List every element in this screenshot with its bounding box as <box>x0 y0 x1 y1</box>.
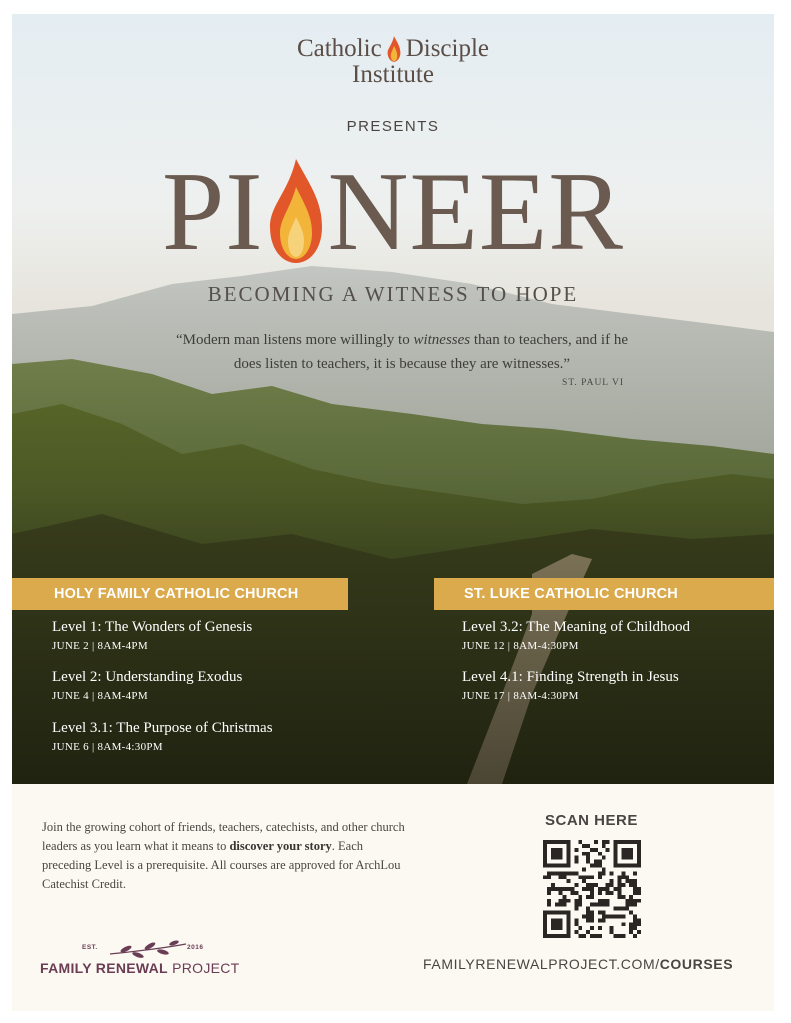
flame-icon <box>266 157 326 267</box>
quote-emphasis: witnesses <box>413 332 471 348</box>
course-description <box>42 818 412 894</box>
session-level: Level 3.2: The Meaning of Childhood <box>462 619 691 635</box>
scan-label: SCAN HERE <box>545 812 638 829</box>
session-date: JUNE 12 | 8AM-4:30PM <box>462 640 579 652</box>
brand-logo <box>12 36 774 88</box>
qr-code[interactable] <box>543 840 641 938</box>
logo-year: 2016 <box>187 944 204 951</box>
quote <box>162 328 642 376</box>
church-banner-st-luke: ST. LUKE CATHOLIC CHURCH <box>434 578 774 610</box>
quote-part-2: than to teachers, and if he does listen to teachers, it is because they are witnesses.” <box>233 332 628 372</box>
session-level: Level 2: Understanding Exodus <box>52 669 243 685</box>
title-part-2: NEER <box>327 150 624 274</box>
description-highlight: discover your story <box>229 839 332 853</box>
flame-icon <box>386 36 402 62</box>
website-url[interactable] <box>423 956 733 972</box>
quote-attribution: ST. PAUL VI <box>562 378 624 388</box>
brand-name-catholic: Catholic <box>296 35 382 62</box>
session-item <box>52 668 242 704</box>
url-path: COURSES <box>659 956 734 972</box>
flyer <box>12 14 774 1011</box>
description-part-1: Join the growing cohort of friends, teachers, catechists, and other church leaders as you learn what it means to <box>42 820 405 853</box>
pioneer-title <box>12 152 774 272</box>
session-level: Level 3.1: The Purpose of Christmas <box>52 720 273 736</box>
logo-name <box>40 960 240 976</box>
session-item <box>52 719 273 755</box>
session-item <box>462 618 690 654</box>
church-banner-holy-family: HOLY FAMILY CATHOLIC CHURCH <box>12 578 348 610</box>
brand-name-disciple: Disciple <box>405 35 490 62</box>
session-item <box>462 668 679 704</box>
description-part-2: . Each preceding Level is a prerequisite. All courses are approved for ArchLou Catechist Credit. <box>42 839 401 891</box>
title-part-1: PI <box>161 150 264 274</box>
family-renewal-project-logo <box>40 940 240 980</box>
olive-branch-icon <box>108 940 188 960</box>
session-date: JUNE 6 | 8AM-4:30PM <box>52 741 163 753</box>
presents-label: PRESENTS <box>346 118 440 135</box>
quote-part-1: “Modern man listens more willingly to <box>176 332 414 348</box>
logo-name-light: PROJECT <box>172 960 240 976</box>
session-level: Level 4.1: Finding Strength in Jesus <box>462 669 679 685</box>
session-date: JUNE 2 | 8AM-4PM <box>52 640 148 652</box>
hero-section <box>12 14 774 784</box>
session-date: JUNE 4 | 8AM-4PM <box>52 690 148 702</box>
session-level: Level 1: The Wonders of Genesis <box>52 619 253 635</box>
logo-name-bold: FAMILY RENEWAL <box>40 960 168 976</box>
brand-name-institute: Institute <box>352 61 434 88</box>
session-date: JUNE 17 | 8AM-4:30PM <box>462 690 579 702</box>
session-item <box>52 618 252 654</box>
logo-est: EST. <box>82 944 98 951</box>
subtitle: BECOMING A WITNESS TO HOPE <box>207 282 579 306</box>
url-domain: FAMILYRENEWALPROJECT.COM/ <box>423 956 660 972</box>
